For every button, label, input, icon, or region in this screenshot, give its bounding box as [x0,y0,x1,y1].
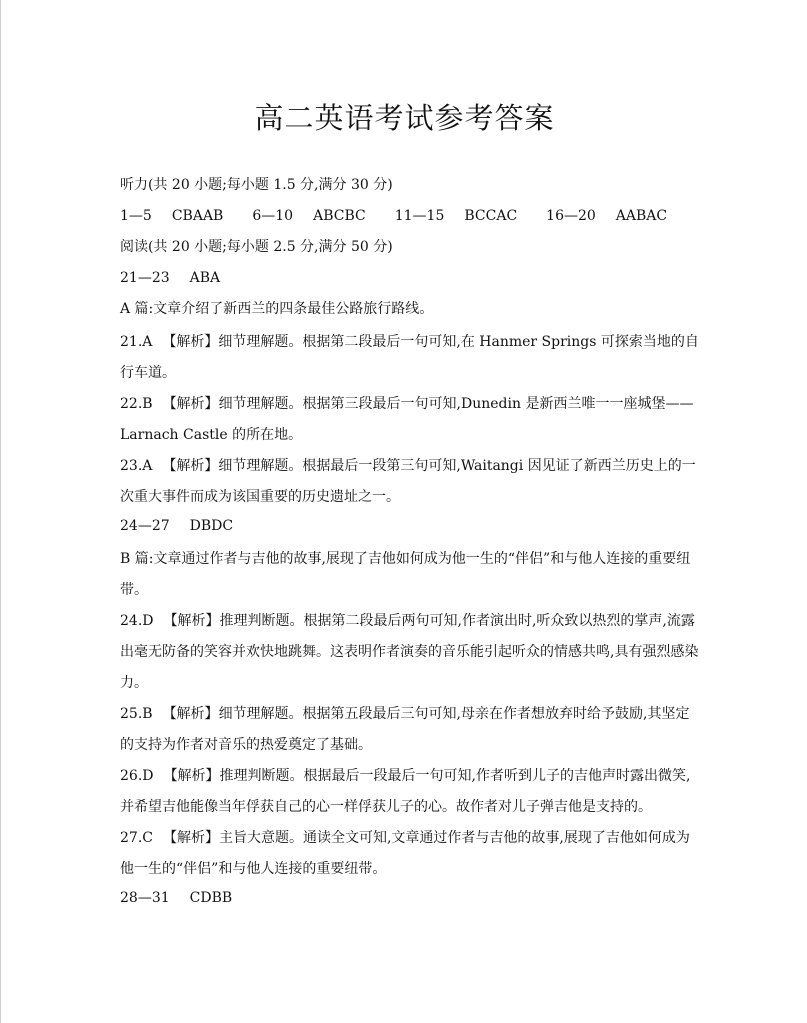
question-number: 23.A [120,458,153,474]
answer-range: 1—5 [120,208,152,224]
explanation-25 [120,699,700,761]
answer-range: 11—15 [394,208,445,224]
analysis-text: 细节理解题。根据第五段最后三句可知,母亲在作者想放弃时给予鼓励,其坚定的支持为作者对音乐的热爱奠定了基础。 [120,706,690,753]
answer-key: DBDC [189,518,234,534]
explanation-27 [120,823,700,885]
analysis-tag: 【解析】 [163,613,220,629]
reading-header: 阅读(共 20 小题;每小题 2.5 分,满分 50 分) [120,239,393,255]
question-number: 22.B [120,396,153,412]
analysis-tag: 【解析】 [162,830,219,846]
answer-range: 28—31 [120,890,170,906]
answer-content [120,172,700,916]
question-number: 25.B [120,706,153,722]
question-number: 27.C [120,830,153,846]
explanation-21 [120,327,700,389]
analysis-tag: 【解析】 [162,706,219,722]
answer-range: 21—23 [120,270,170,286]
analysis-tag: 【解析】 [163,768,220,784]
question-number: 21.A [120,334,153,350]
answer-range: 6—10 [252,208,294,224]
analysis-text: 推理判断题。根据最后一段最后一句可知,作者听到儿子的吉他声时露出微笑,并希望吉他能像当年俘获自己的心一样俘获儿子的心。故作者对儿子弹吉他是支持的。 [120,768,691,815]
reading-answers-24-27 [120,513,700,544]
reading-answers-21-23 [120,265,700,296]
analysis-text: 细节理解题。根据第二段最后一句可知,在 Hanmer Springs 可探索当地的自行车道。 [120,334,699,381]
answer-key: AABAC [615,208,668,224]
explanation-23 [120,451,700,513]
answer-key: CDBB [189,890,233,906]
explanation-26 [120,761,700,823]
analysis-text: 细节理解题。根据第三段最后一句可知,Dunedin 是新西兰唯一一座城堡——Larnach Castle 的所在地。 [120,396,694,443]
answer-key: CBAAB [171,208,224,224]
answer-range: 16—20 [546,208,596,224]
reading-answers-28-31 [120,885,700,916]
explanation-24 [120,606,700,699]
analysis-text: 细节理解题。根据最后一段第三句可知,Waitangi 因见证了新西兰历史上的一次重大事件而成为该国重要的历史遗址之一。 [120,458,696,505]
analysis-tag: 【解析】 [162,396,219,412]
page-title: 高二英语考试参考答案 [254,101,555,135]
analysis-tag: 【解析】 [162,334,219,350]
analysis-text: 推理判断题。根据第二段最后两句可知,作者演出时,听众致以热烈的掌声,流露出毫无防备的笑容并欢快地跳舞。这表明作者演奏的音乐能引起听众的情感共鸣,具有强烈感染力。 [120,613,699,691]
passage-b-summary: B 篇:文章通过作者与吉他的故事,展现了吉他如何成为他一生的“伴侣”和与他人连接的重要纽带。 [120,551,691,598]
passage-a-summary: A 篇:文章介绍了新西兰的四条最佳公路旅行路线。 [120,301,434,317]
explanation-22 [120,389,700,451]
answer-key: ABA [189,270,221,286]
answer-key: ABCBC [313,208,366,224]
analysis-text: 主旨大意题。通读全文可知,文章通过作者与吉他的故事,展现了吉他如何成为他一生的“伴侣”和与他人连接的重要纽带。 [120,830,690,877]
listening-header: 听力(共 20 小题;每小题 1.5 分,满分 30 分) [120,177,393,193]
answer-key: BCCAC [464,208,518,224]
analysis-tag: 【解析】 [162,458,219,474]
question-number: 26.D [120,768,154,784]
question-number: 24.D [120,613,154,629]
listening-answers [120,203,700,234]
answer-range: 24—27 [120,518,170,534]
